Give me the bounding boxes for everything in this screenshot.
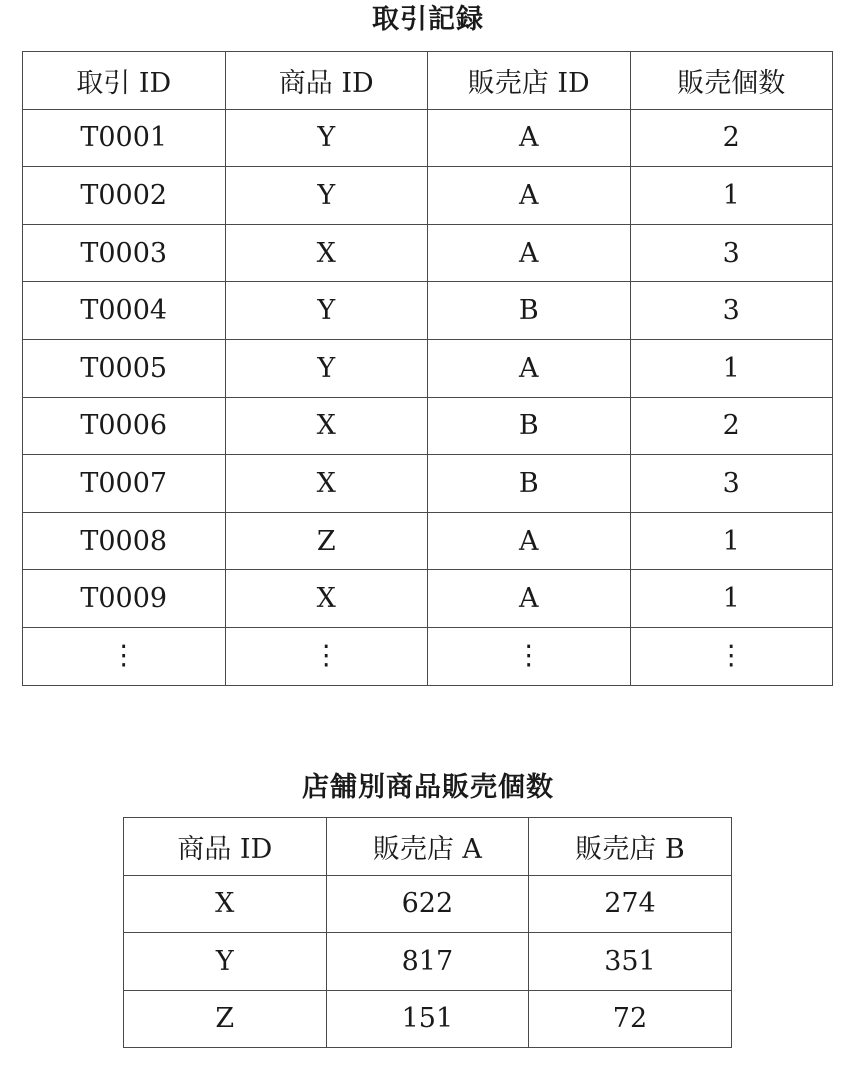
- table-row: [124, 933, 732, 991]
- transactions-table: [22, 51, 833, 686]
- table-cell: 1: [630, 512, 833, 570]
- table-cell: 1: [630, 167, 833, 225]
- table-cell: X: [225, 224, 428, 282]
- table-cell: 2: [630, 109, 833, 167]
- table-cell: 72: [529, 990, 732, 1048]
- table-cell: 351: [529, 933, 732, 991]
- table-cell: T0008: [23, 512, 226, 570]
- table-cell: X: [124, 875, 327, 933]
- table-cell: A: [428, 339, 631, 397]
- table-cell: X: [225, 397, 428, 455]
- table-cell: X: [225, 570, 428, 628]
- table-row: [23, 109, 833, 167]
- table-cell: A: [428, 109, 631, 167]
- table-cell: 274: [529, 875, 732, 933]
- table-row: [23, 282, 833, 340]
- table-row: [124, 875, 732, 933]
- table-cell: Y: [225, 339, 428, 397]
- table-cell: 151: [326, 990, 529, 1048]
- table-cell: T0004: [23, 282, 226, 340]
- table-cell: T0001: [23, 109, 226, 167]
- table-row: [23, 397, 833, 455]
- table-row: [23, 167, 833, 225]
- table-cell: X: [225, 455, 428, 513]
- table-row: [23, 570, 833, 628]
- table-row: [23, 224, 833, 282]
- column-header: 取引 ID: [23, 52, 226, 110]
- table-cell: 622: [326, 875, 529, 933]
- column-header: 販売店 ID: [428, 52, 631, 110]
- table-cell: A: [428, 570, 631, 628]
- table-cell: T0007: [23, 455, 226, 513]
- table-cell: Y: [225, 167, 428, 225]
- table-cell: ⋮: [428, 627, 631, 685]
- table-cell: Y: [124, 933, 327, 991]
- table-row: [23, 512, 833, 570]
- table-header-row: [124, 818, 732, 876]
- table-cell: T0005: [23, 339, 226, 397]
- table-cell: A: [428, 512, 631, 570]
- table-row: [23, 339, 833, 397]
- table-cell: ⋮: [630, 627, 833, 685]
- store-sales-table: [123, 817, 732, 1048]
- table-cell: 3: [630, 224, 833, 282]
- table-cell: T0003: [23, 224, 226, 282]
- table-cell: Z: [225, 512, 428, 570]
- table-cell: 3: [630, 455, 833, 513]
- column-header: 商品 ID: [225, 52, 428, 110]
- table-cell: B: [428, 282, 631, 340]
- table-cell: ⋮: [23, 627, 226, 685]
- column-header: 販売店 A: [326, 818, 529, 876]
- column-header: 販売店 B: [529, 818, 732, 876]
- transactions-table-title: 取引記録: [372, 4, 484, 35]
- table-cell: ⋮: [225, 627, 428, 685]
- table-cell: Z: [124, 990, 327, 1048]
- table-row: [124, 990, 732, 1048]
- store-sales-table-title: 店舗別商品販売個数: [302, 772, 554, 803]
- table-cell: 2: [630, 397, 833, 455]
- table-cell: 1: [630, 339, 833, 397]
- table-row: [23, 627, 833, 685]
- column-header: 販売個数: [630, 52, 833, 110]
- table-cell: 817: [326, 933, 529, 991]
- table-cell: Y: [225, 109, 428, 167]
- table-cell: B: [428, 397, 631, 455]
- table-cell: 1: [630, 570, 833, 628]
- table-cell: A: [428, 167, 631, 225]
- table-cell: T0006: [23, 397, 226, 455]
- table-cell: B: [428, 455, 631, 513]
- table-cell: Y: [225, 282, 428, 340]
- table-cell: 3: [630, 282, 833, 340]
- table-cell: T0002: [23, 167, 226, 225]
- table-cell: A: [428, 224, 631, 282]
- table-cell: T0009: [23, 570, 226, 628]
- table-header-row: [23, 52, 833, 110]
- table-row: [23, 455, 833, 513]
- column-header: 商品 ID: [124, 818, 327, 876]
